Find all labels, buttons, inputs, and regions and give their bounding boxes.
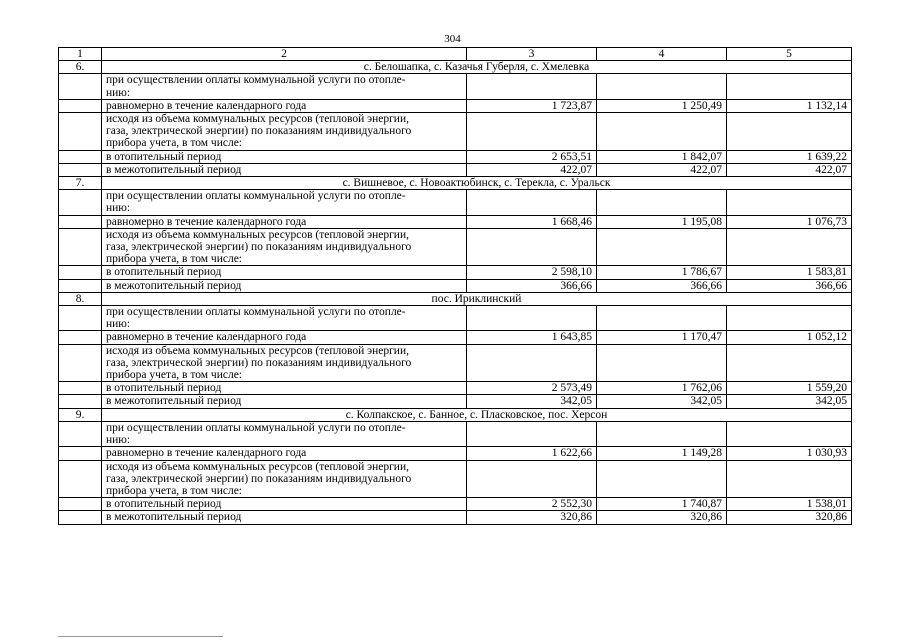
row-number-cell bbox=[59, 215, 102, 228]
row-number-cell bbox=[59, 395, 102, 408]
row-value-col4 bbox=[597, 460, 727, 498]
row-value-col5 bbox=[727, 460, 852, 498]
section-number: 9. bbox=[59, 408, 102, 421]
row-value-col4 bbox=[597, 74, 727, 99]
row-value-col4: 342,05 bbox=[597, 395, 727, 408]
section-header-row bbox=[59, 292, 852, 305]
row-value-col5: 1 052,12 bbox=[727, 331, 852, 344]
row-value-col3: 422,07 bbox=[467, 163, 597, 176]
row-description: при осуществлении оплаты коммунальной услуги по отопле- нию: bbox=[102, 74, 467, 99]
row-value-col3 bbox=[467, 421, 597, 446]
row-value-col3: 1 723,87 bbox=[467, 99, 597, 112]
table-row bbox=[59, 460, 852, 498]
header-row bbox=[59, 48, 852, 61]
row-value-col4 bbox=[597, 228, 727, 266]
tariff-table bbox=[58, 47, 852, 525]
row-description: в отопительный период bbox=[102, 382, 467, 395]
row-value-col5: 1 538,01 bbox=[727, 498, 852, 511]
row-description: равномерно в течение календарного года bbox=[102, 331, 467, 344]
row-value-col3: 1 668,46 bbox=[467, 215, 597, 228]
row-description: при осуществлении оплаты коммунальной услуги по отопле- нию: bbox=[102, 306, 467, 331]
row-value-col3 bbox=[467, 190, 597, 215]
row-number-cell bbox=[59, 113, 102, 151]
row-number-cell bbox=[59, 150, 102, 163]
row-value-col4: 320,86 bbox=[597, 511, 727, 524]
section-location: пос. Ириклинский bbox=[102, 292, 852, 305]
table-row bbox=[59, 163, 852, 176]
table-row bbox=[59, 228, 852, 266]
row-value-col5: 342,05 bbox=[727, 395, 852, 408]
row-value-col5 bbox=[727, 190, 852, 215]
row-value-col4: 1 786,67 bbox=[597, 266, 727, 279]
row-value-col3: 2 653,51 bbox=[467, 150, 597, 163]
row-value-col5: 422,07 bbox=[727, 163, 852, 176]
row-value-col5 bbox=[727, 344, 852, 382]
row-number-cell bbox=[59, 279, 102, 292]
row-value-col4 bbox=[597, 421, 727, 446]
row-number-cell bbox=[59, 344, 102, 382]
row-number-cell bbox=[59, 331, 102, 344]
row-value-col4: 1 170,47 bbox=[597, 331, 727, 344]
row-value-col3: 2 552,30 bbox=[467, 498, 597, 511]
row-value-col4: 1 740,87 bbox=[597, 498, 727, 511]
row-description: исходя из объема коммунальных ресурсов (тепловой энергии, газа, электрической энергии) по показаниям индивидуального прибора учета, в том числе: bbox=[102, 344, 467, 382]
row-number-cell bbox=[59, 498, 102, 511]
row-value-col4 bbox=[597, 190, 727, 215]
row-value-col5: 1 030,93 bbox=[727, 447, 852, 460]
row-value-col5: 1 076,73 bbox=[727, 215, 852, 228]
row-number-cell bbox=[59, 190, 102, 215]
row-value-col5 bbox=[727, 421, 852, 446]
table-row bbox=[59, 306, 852, 331]
row-description: в межотопительный период bbox=[102, 279, 467, 292]
table-row bbox=[59, 395, 852, 408]
table-row bbox=[59, 279, 852, 292]
row-value-col4: 1 195,08 bbox=[597, 215, 727, 228]
row-description: в межотопительный период bbox=[102, 511, 467, 524]
table-row bbox=[59, 150, 852, 163]
table-row bbox=[59, 74, 852, 99]
section-header-row bbox=[59, 177, 852, 190]
page-number: 304 bbox=[444, 33, 461, 45]
header-cell-4: 4 bbox=[597, 48, 727, 61]
row-value-col5 bbox=[727, 228, 852, 266]
header-cell-3: 3 bbox=[467, 48, 597, 61]
section-number: 8. bbox=[59, 292, 102, 305]
header-cell-1: 1 bbox=[59, 48, 102, 61]
row-value-col4: 1 250,49 bbox=[597, 99, 727, 112]
row-description: в межотопительный период bbox=[102, 163, 467, 176]
table-row bbox=[59, 498, 852, 511]
row-value-col4 bbox=[597, 306, 727, 331]
row-value-col3: 342,05 bbox=[467, 395, 597, 408]
row-value-col4: 1 762,06 bbox=[597, 382, 727, 395]
row-value-col3 bbox=[467, 306, 597, 331]
header-cell-5: 5 bbox=[727, 48, 852, 61]
row-value-col3 bbox=[467, 74, 597, 99]
row-value-col5: 1 132,14 bbox=[727, 99, 852, 112]
row-value-col4: 366,66 bbox=[597, 279, 727, 292]
row-number-cell bbox=[59, 447, 102, 460]
row-value-col5: 366,66 bbox=[727, 279, 852, 292]
row-description: равномерно в течение календарного года bbox=[102, 447, 467, 460]
row-number-cell bbox=[59, 511, 102, 524]
table-row bbox=[59, 190, 852, 215]
table-row bbox=[59, 382, 852, 395]
section-number: 6. bbox=[59, 61, 102, 74]
row-number-cell bbox=[59, 163, 102, 176]
row-value-col3 bbox=[467, 228, 597, 266]
row-value-col3: 1 643,85 bbox=[467, 331, 597, 344]
row-value-col5: 1 559,20 bbox=[727, 382, 852, 395]
table-row bbox=[59, 447, 852, 460]
row-value-col3 bbox=[467, 113, 597, 151]
table-row bbox=[59, 215, 852, 228]
row-value-col3 bbox=[467, 460, 597, 498]
row-number-cell bbox=[59, 306, 102, 331]
section-header-row bbox=[59, 61, 852, 74]
row-description: в отопительный период bbox=[102, 150, 467, 163]
row-description: исходя из объема коммунальных ресурсов (тепловой энергии, газа, электрической энергии) по показаниям индивидуального прибора учета, в том числе: bbox=[102, 228, 467, 266]
row-description: равномерно в течение календарного года bbox=[102, 215, 467, 228]
row-description: равномерно в течение календарного года bbox=[102, 99, 467, 112]
row-value-col3 bbox=[467, 344, 597, 382]
table-row bbox=[59, 421, 852, 446]
row-value-col4: 1 149,28 bbox=[597, 447, 727, 460]
row-value-col5: 1 639,22 bbox=[727, 150, 852, 163]
row-value-col3: 366,66 bbox=[467, 279, 597, 292]
row-number-cell bbox=[59, 421, 102, 446]
header-cell-2: 2 bbox=[102, 48, 467, 61]
row-value-col4 bbox=[597, 344, 727, 382]
table-row bbox=[59, 99, 852, 112]
row-value-col3: 320,86 bbox=[467, 511, 597, 524]
row-number-cell bbox=[59, 74, 102, 99]
row-value-col5 bbox=[727, 74, 852, 99]
row-value-col4: 422,07 bbox=[597, 163, 727, 176]
row-value-col5 bbox=[727, 306, 852, 331]
row-number-cell bbox=[59, 460, 102, 498]
row-value-col4: 1 842,07 bbox=[597, 150, 727, 163]
row-value-col3: 2 598,10 bbox=[467, 266, 597, 279]
row-value-col5 bbox=[727, 113, 852, 151]
row-description: исходя из объема коммунальных ресурсов (тепловой энергии, газа, электрической энергии) по показаниям индивидуального прибора учета, в том числе: bbox=[102, 460, 467, 498]
row-value-col5: 320,86 bbox=[727, 511, 852, 524]
row-description: при осуществлении оплаты коммунальной услуги по отопле- нию: bbox=[102, 190, 467, 215]
section-location: с. Вишневое, с. Новоактюбинск, с. Терекла, с. Уральск bbox=[102, 177, 852, 190]
row-value-col3: 2 573,49 bbox=[467, 382, 597, 395]
footnote-separator bbox=[58, 636, 223, 637]
row-number-cell bbox=[59, 228, 102, 266]
table-row bbox=[59, 331, 852, 344]
section-header-row bbox=[59, 408, 852, 421]
section-location: с. Колпакское, с. Банное, с. Пласковское, пос. Херсон bbox=[102, 408, 852, 421]
row-description: в отопительный период bbox=[102, 498, 467, 511]
row-description: в отопительный период bbox=[102, 266, 467, 279]
row-value-col5: 1 583,81 bbox=[727, 266, 852, 279]
table-row bbox=[59, 511, 852, 524]
section-number: 7. bbox=[59, 177, 102, 190]
row-value-col3: 1 622,66 bbox=[467, 447, 597, 460]
table-row bbox=[59, 344, 852, 382]
row-description: при осуществлении оплаты коммунальной услуги по отопле- нию: bbox=[102, 421, 467, 446]
row-value-col4 bbox=[597, 113, 727, 151]
table-row bbox=[59, 113, 852, 151]
row-number-cell bbox=[59, 266, 102, 279]
table-row bbox=[59, 266, 852, 279]
row-description: в межотопительный период bbox=[102, 395, 467, 408]
row-number-cell bbox=[59, 99, 102, 112]
row-number-cell bbox=[59, 382, 102, 395]
section-location: с. Белошапка, с. Казачья Губерля, с. Хмелевка bbox=[102, 61, 852, 74]
row-description: исходя из объема коммунальных ресурсов (тепловой энергии, газа, электрической энергии) по показаниям индивидуального прибора учета, в том числе: bbox=[102, 113, 467, 151]
